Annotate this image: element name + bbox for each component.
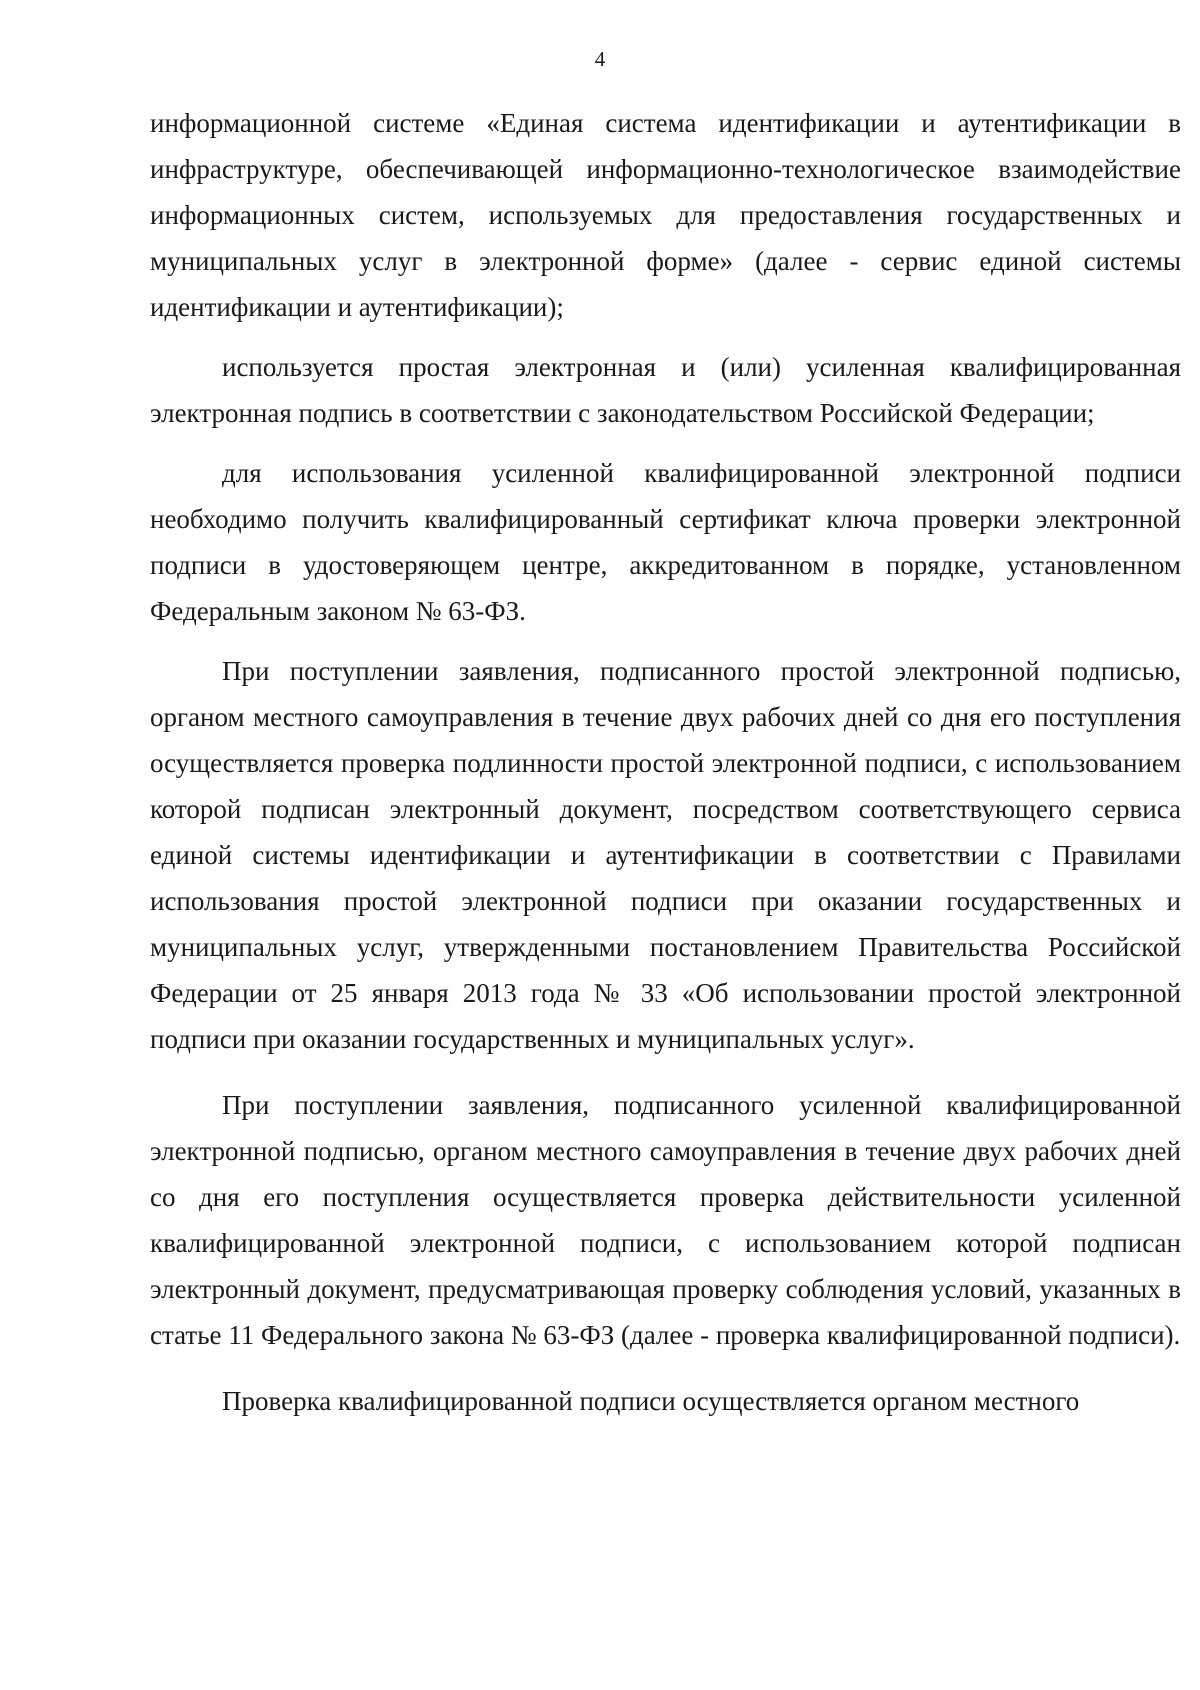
paragraph-qualified-signature-check: При поступлении заявления, подписанного усиленной квалифицированной электронной подписью, органом местного самоуправления в течение двух рабочих дней со дня его поступления осуществляется проверка действительности усиленной квалифицированной электронной подписи, с использованием которой подписан электронный документ, предусматривающая проверку соблюдения условий, указанных в статье 11 Федерального закона № 63-ФЗ (далее - проверка квалифицированной подписи). — [150, 1090, 1181, 1350]
document-body — [150, 100, 1181, 1424]
paragraph-simple-signature-check: При поступлении заявления, подписанного простой электронной подписью, органом местного самоуправления в течение двух рабочих дней со дня его поступления осуществляется проверка подлинности простой электронной подписи, с использованием которой подписан электронный документ, посредством соответствующего сервиса единой системы идентификации и аутентификации в соответствии с Правилами использования простой электронной подписи при оказании государственных и муниципальных услуг, утвержденными постановлением Правительства Российской Федерации от 25 января 2013 года № 33 «Об использовании простой электронной подписи при оказании государственных и муниципальных услуг». — [150, 656, 1181, 1054]
paragraph-verification-start: Проверка квалифицированной подписи осуществляется органом местного — [222, 1386, 1080, 1416]
paragraph-signature-types: используется простая электронная и (или) усиленная квалифицированная электронная подпись в соответствии с законодательством Российской Федерации; — [150, 352, 1181, 428]
paragraph-continuation: информационной системе «Единая система идентификации и аутентификации в инфраструктуре, обеспечивающей информационно-технологическое взаимодействие информационных систем, используемых для предоставления государственных и муниципальных услуг в электронной форме» (далее - сервис единой системы идентификации и аутентификации); — [150, 108, 1181, 322]
paragraph-certificate: для использования усиленной квалифицированной электронной подписи необходимо получить квалифицированный сертификат ключа проверки электронной подписи в удостоверяющем центре, аккредитованном в порядке, установленном Федеральным законом № 63-ФЗ. — [150, 458, 1181, 626]
page-number: 4 — [594, 47, 606, 71]
